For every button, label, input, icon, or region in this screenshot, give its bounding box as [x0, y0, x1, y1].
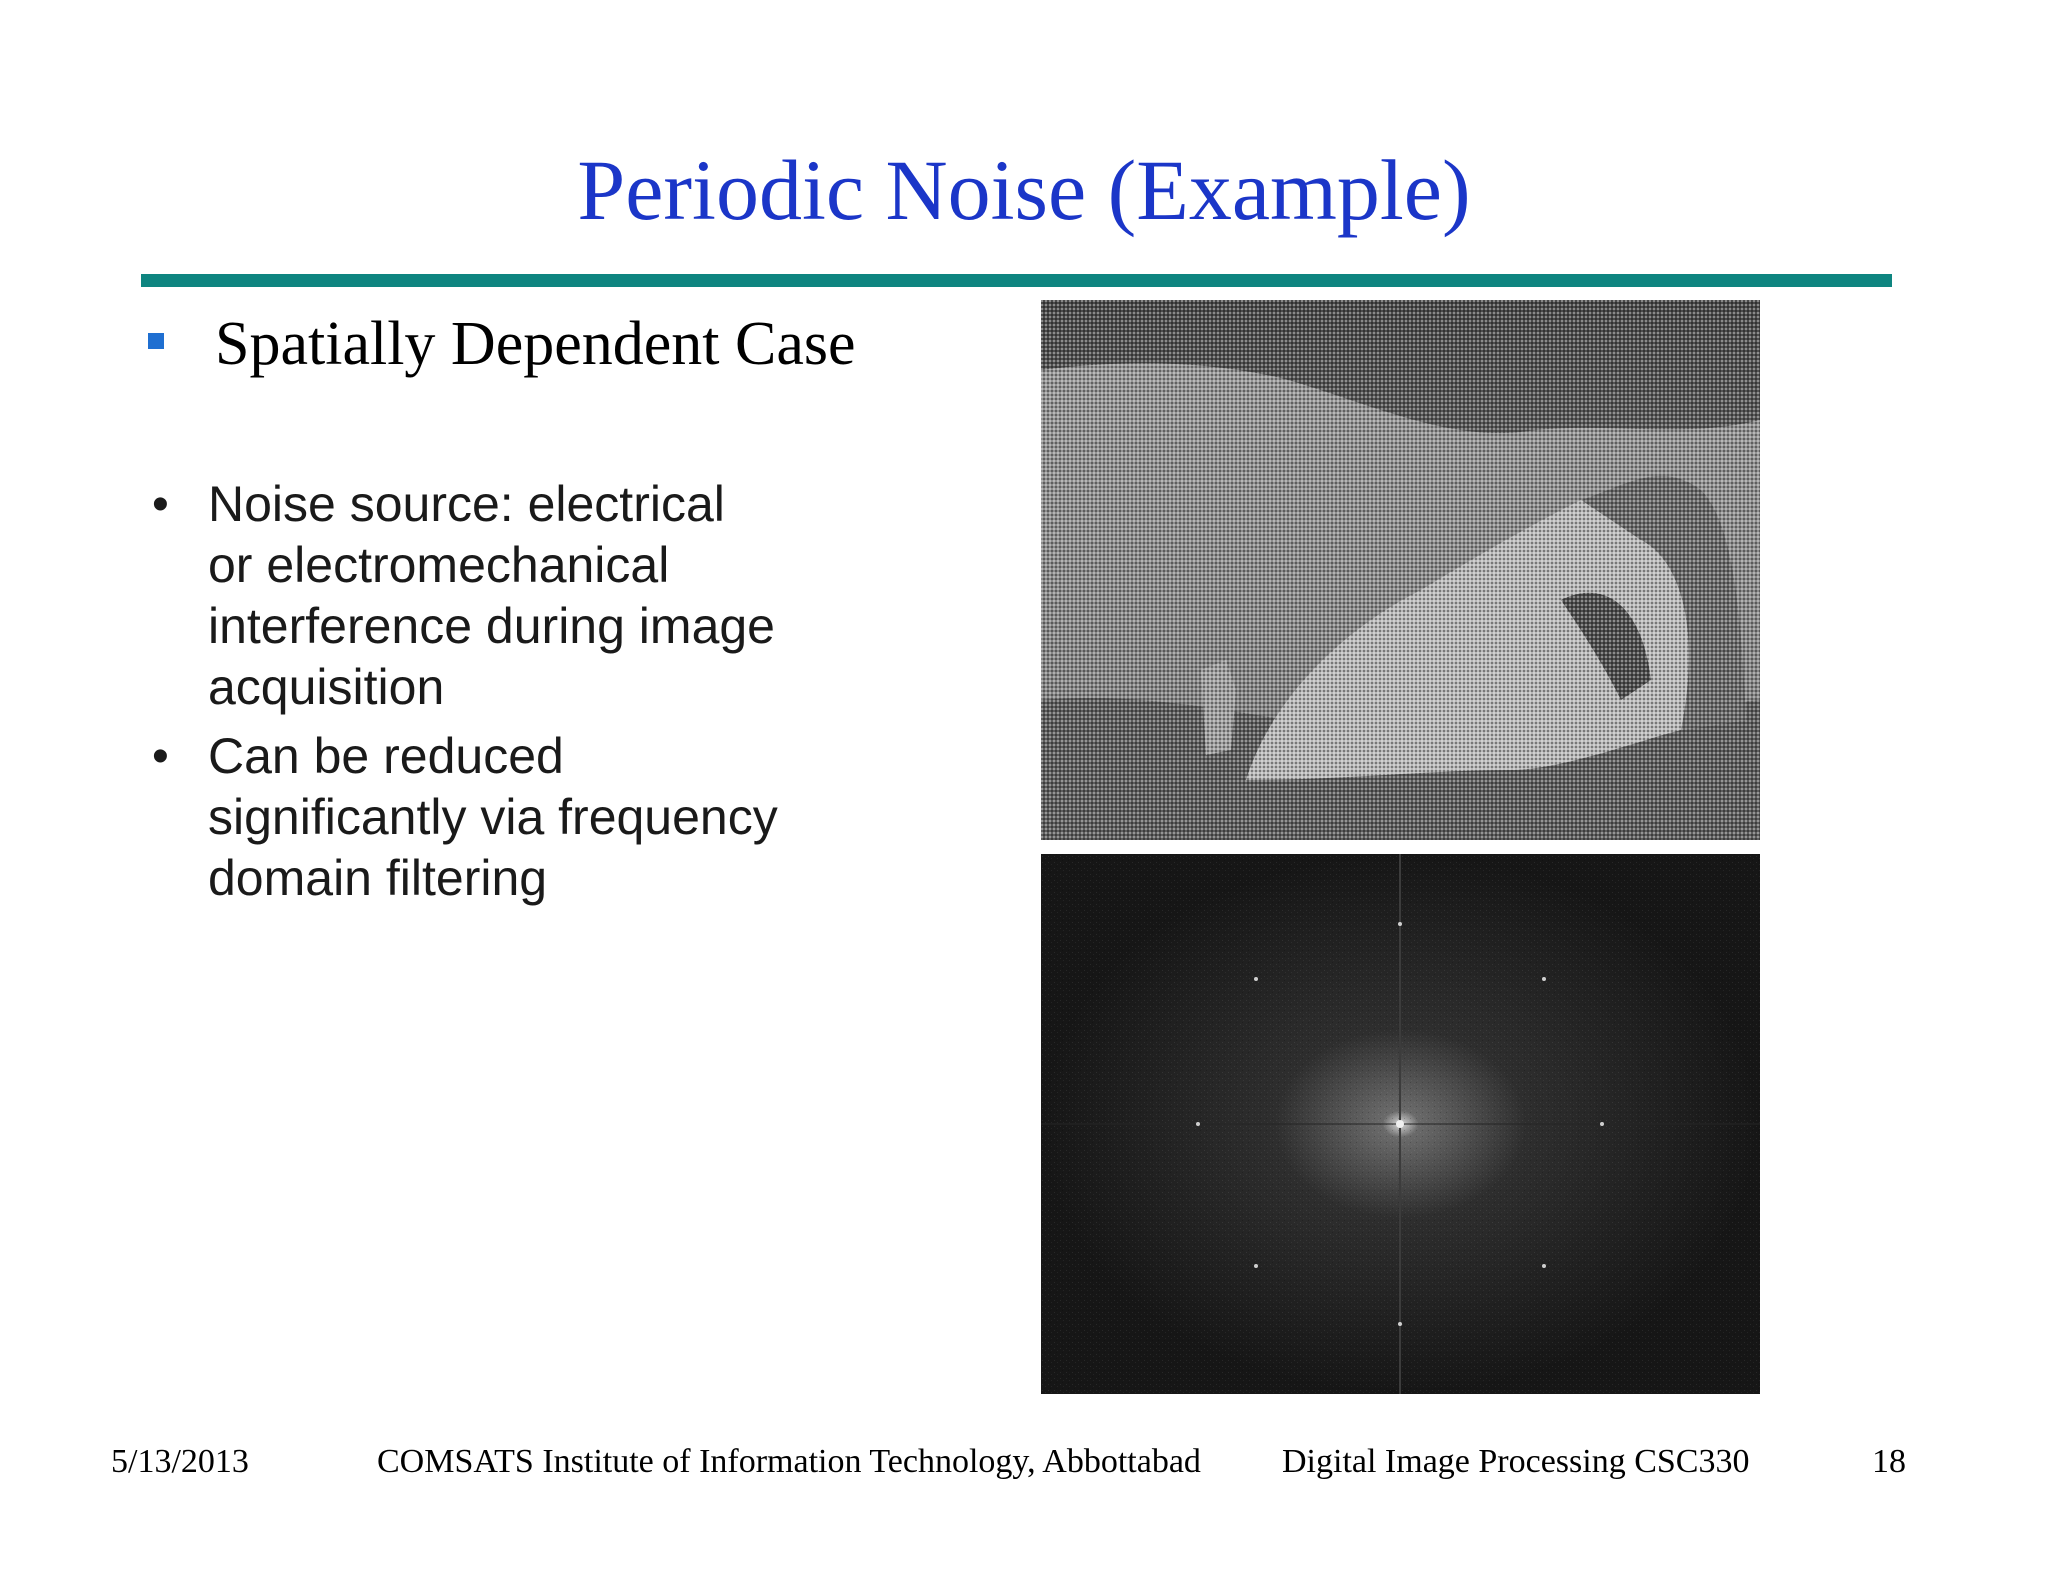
sub-bullet-line: Can be reduced [208, 728, 564, 784]
dot-bullet-icon: • [152, 730, 169, 783]
footer-page-number: 18 [1872, 1443, 1906, 1480]
sub-bullet-item [150, 474, 890, 718]
dot-bullet-icon: • [152, 478, 169, 531]
sub-bullet-line: interference during image [208, 598, 775, 654]
sub-bullet-item [150, 726, 890, 909]
fourier-spectrum-image [1041, 854, 1760, 1394]
slide-title: Periodic Noise (Example) [577, 142, 1471, 238]
square-bullet-icon [148, 333, 164, 349]
footer-date: 5/13/2013 [111, 1443, 249, 1480]
sub-bullet-line: Noise source: electrical [208, 476, 725, 532]
sub-bullet-line: or electromechanical [208, 537, 670, 593]
sub-bullet-line: significantly via frequency [208, 789, 778, 845]
fourier-spectrum-svg [1041, 854, 1760, 1394]
noisy-moon-svg [1041, 300, 1760, 840]
main-bullet-text: Spatially Dependent Case [215, 310, 856, 378]
title-divider [141, 274, 1892, 287]
sub-bullet-list [150, 474, 890, 917]
sub-bullet-line: acquisition [208, 659, 445, 715]
footer-course: Digital Image Processing CSC330 [1282, 1443, 1750, 1480]
sub-bullet-line: domain filtering [208, 850, 548, 906]
noisy-moon-image [1041, 300, 1760, 840]
footer-institution: COMSATS Institute of Information Technology, Abbottabad [377, 1443, 1201, 1480]
